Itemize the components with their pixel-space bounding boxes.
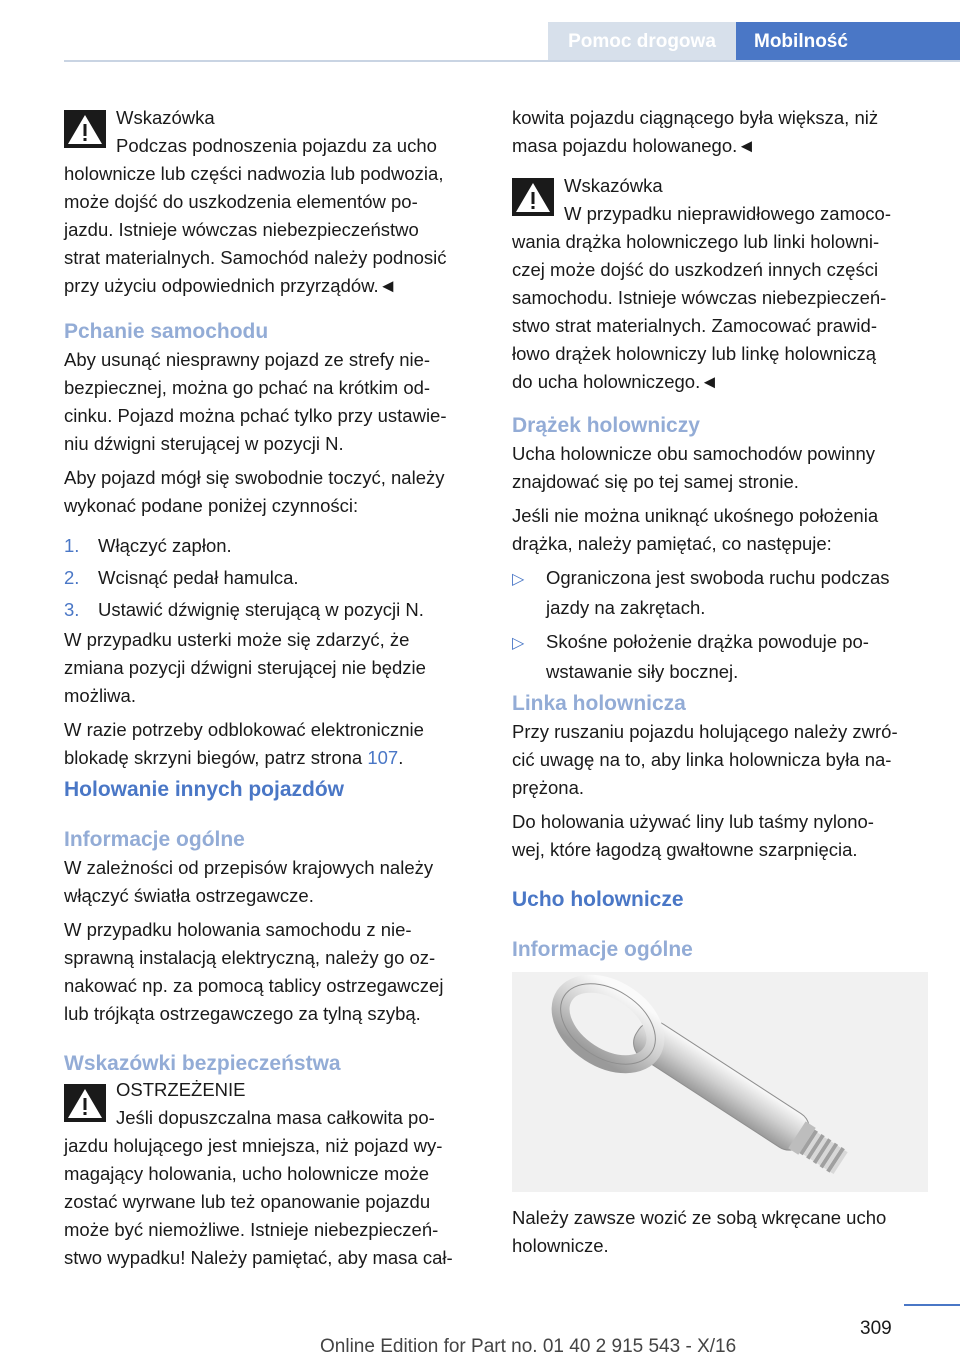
list-item [64, 562, 484, 594]
note-title: Wskazówka [116, 107, 215, 128]
note-line: do ucha holowniczego.◄ [512, 371, 719, 392]
heading-push: Pchanie samochodu [64, 320, 269, 343]
list-item [64, 530, 484, 562]
text-line: Do holowania używać liny lub taśmy nylono- [512, 811, 874, 832]
steps-list [64, 530, 484, 626]
bullet-text: Skośne położenie drążka powoduje po- [546, 631, 869, 652]
note-line: wania drążka holowniczego lub linki holowni- [512, 231, 880, 252]
bullet-list [512, 564, 932, 686]
text-line: znajdować się po tej samej stronie. [512, 471, 799, 492]
edition-footer: Online Edition for Part no. 01 40 2 915 543 - X/16 [320, 1336, 737, 1357]
text-span: blokadę skrzyni biegów, patrz strona [64, 747, 368, 768]
header-chapter-label: Mobilność [754, 31, 848, 52]
text-line: drążka, należy pamiętać, co następuje: [512, 533, 832, 554]
note-line: jazdu. Istnieje wówczas niebezpieczeństwo [64, 219, 419, 240]
list-item [512, 628, 932, 658]
header-section-tab [548, 22, 736, 62]
text-line: W razie potrzeby odblokować elektronicznie [64, 719, 424, 740]
warning-line: może być niemożliwe. Istnieje niebezpieczeń- [64, 1219, 439, 1240]
warning-line: Jeśli dopuszczalna masa całkowita po- [116, 1107, 435, 1128]
warning-triangle-icon [64, 110, 106, 148]
header-rule [64, 60, 960, 62]
text-line: sprawną instalacją elektryczną, należy go oz- [64, 947, 436, 968]
header-section-label: Pomoc drogowa [568, 31, 716, 52]
list-item [64, 594, 484, 626]
warning-line: zostać wyrwane lub też opanowanie pojazdu [64, 1191, 431, 1212]
text-line: wykonać podane poniżej czynności: [64, 495, 359, 516]
warning-line: stwo wypadku! Należy pamiętać, aby masa cał- [64, 1247, 453, 1268]
note-line: przy użyciu odpowiednich przyrządów.◄ [64, 275, 397, 296]
bullet-text: Ograniczona jest swoboda ruchu podczas [546, 567, 890, 588]
step-text: Ustawić dźwignię sterującą w pozycji N. [98, 599, 424, 620]
heading-tow-rope: Linka holownicza [512, 692, 686, 715]
note-title: Wskazówka [564, 175, 663, 196]
text-line: Ucha holownicze obu samochodów powinny [512, 443, 876, 464]
note-line: może dojść do uszkodzenia elementów po- [64, 191, 418, 212]
text-line: cić uwagę na to, aby linka holownicza była na- [512, 749, 892, 770]
text-line: Jeśli nie można uniknąć ukośnego położenia [512, 505, 879, 526]
text-line: kowita pojazdu ciągnącego była większa, niż [512, 107, 879, 128]
text-line: cinku. Pojazd można pchać tylko przy ustawie- [64, 405, 447, 426]
text-line: W przypadku holowania samochodu z nie- [64, 919, 412, 940]
tow-eye-illustration [512, 972, 928, 1192]
text-line: nakować np. za pomocą tablicy ostrzegawczej [64, 975, 444, 996]
text-line: niu dźwigni sterującej w pozycji N. [64, 433, 344, 454]
note-line: strat materialnych. Samochód należy podnosić [64, 247, 447, 268]
text-line: lub trójkąta ostrzegawczego za tylną szybą. [64, 1003, 421, 1024]
step-number: 2. [64, 567, 80, 588]
warning-line: jazdu holującego jest mniejsza, niż pojazd wy- [64, 1135, 443, 1156]
step-number: 3. [64, 599, 80, 620]
note-line: łowo drążek holowniczy lub linkę holowniczą [512, 343, 877, 364]
note-line: samochodu. Istnieje wówczas niebezpieczeń- [512, 287, 887, 308]
note-line: W przypadku nieprawidłowego zamoco- [564, 203, 891, 224]
note-line: czej może dojść do uszkodzeń innych części [512, 259, 879, 280]
text-line: holownicze. [512, 1235, 609, 1256]
text-line: W przypadku usterki może się zdarzyć, że [64, 629, 410, 650]
list-item [512, 564, 932, 594]
heading-tow-others: Holowanie innych pojazdów [64, 778, 345, 801]
text-line: włączyć światła ostrzegawcze. [64, 885, 314, 906]
note-line: holownicze lub części nadwozia lub podwozia, [64, 163, 444, 184]
warning-line: magający holowania, ucho holownicze może [64, 1163, 430, 1184]
text-line: Aby pojazd mógł się swobodnie toczyć, należy [64, 467, 445, 488]
warning-triangle-icon [512, 178, 554, 216]
page-link[interactable]: 107 [367, 747, 399, 768]
heading-general-info: Informacje ogólne [64, 828, 245, 851]
footer-rule [904, 1304, 960, 1306]
bullet-triangle-icon: ▷ [512, 635, 525, 652]
text-line: prężona. [512, 777, 584, 798]
text-line: zmiana pozycji dźwigni sterującej nie będzie [64, 657, 426, 678]
bullet-text: jazdy na zakrętach. [546, 597, 706, 618]
bullet-text: wstawanie siły bocznej. [546, 661, 739, 682]
heading-general-info: Informacje ogólne [512, 938, 693, 961]
step-text: Włączyć zapłon. [98, 535, 232, 556]
text-line: bezpiecznej, można go pchać na krótkim od- [64, 377, 431, 398]
tow-eye-photo [512, 972, 928, 1192]
text-line: W zależności od przepisów krajowych należy [64, 857, 434, 878]
text-line: wej, które łagodzą gwałtowne szarpnięcia. [512, 839, 858, 860]
step-number: 1. [64, 535, 80, 556]
bullet-triangle-icon: ▷ [512, 571, 525, 588]
text-span: . [398, 747, 404, 768]
note-line: stwo strat materialnych. Zamocować prawid- [512, 315, 877, 336]
header-chapter-tab [736, 22, 960, 62]
step-text: Wcisnąć pedał hamulca. [98, 567, 299, 588]
text-line: Przy ruszaniu pojazdu holującego należy zwró- [512, 721, 898, 742]
page-number: 309 [860, 1318, 892, 1339]
heading-tow-bar: Drążek holowniczy [512, 414, 700, 437]
text-line: możliwa. [64, 685, 136, 706]
heading-safety: Wskazówki bezpieczeństwa [64, 1052, 341, 1075]
text-line: masa pojazdu holowanego.◄ [512, 135, 756, 156]
warning-title: OSTRZEŻENIE [116, 1079, 246, 1100]
heading-tow-eye: Ucho holownicze [512, 888, 684, 911]
text-line: Należy zawsze wozić ze sobą wkręcane ucho [512, 1207, 887, 1228]
warning-triangle-icon [64, 1084, 106, 1122]
text-line: Aby usunąć niesprawny pojazd ze strefy nie- [64, 349, 431, 370]
note-line: Podczas podnoszenia pojazdu za ucho [116, 135, 437, 156]
text-line-with-link [64, 744, 484, 772]
